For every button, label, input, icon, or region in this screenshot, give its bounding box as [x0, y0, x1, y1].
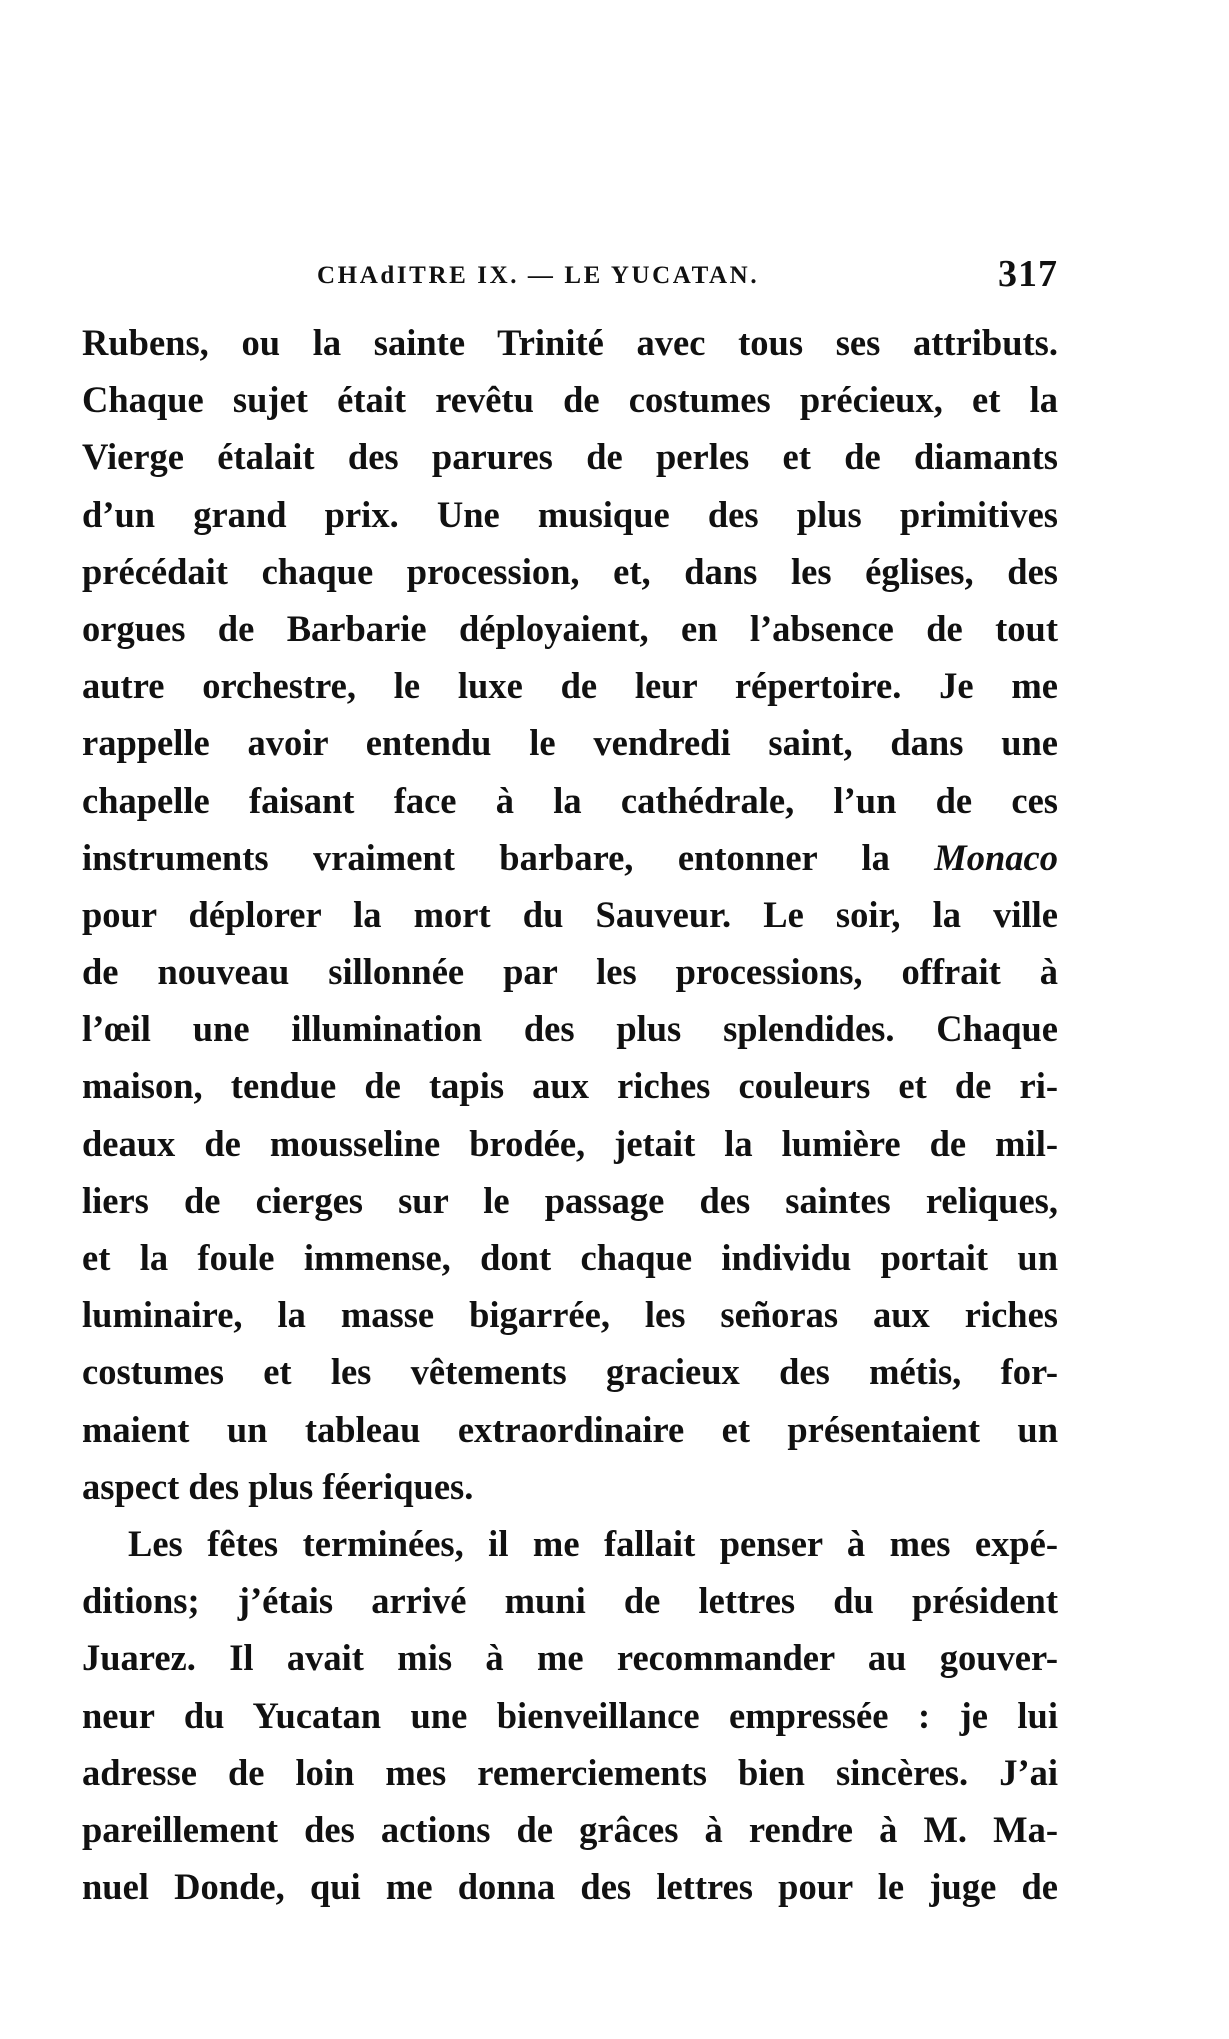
text-line: costumes et les vêtements gracieux des métis, for- — [82, 1351, 1058, 1393]
text-line: adresse de loin mes remerciements bien sincères. J’ai — [82, 1751, 1058, 1793]
running-title: CHAdITRE IX. — LE YUCATAN. — [317, 262, 760, 289]
text-line: luminaire, la masse bigarrée, les señoras aux riches — [82, 1294, 1058, 1336]
text-line-with-italic — [82, 829, 1058, 886]
text-line: maient un tableau extraordinaire et présentaient un — [82, 1408, 1058, 1450]
italic-word: Monaco — [934, 836, 1058, 878]
text-line-segment: instruments vraiment barbare, entonner la — [82, 836, 890, 878]
text-line: Les fêtes terminées, il me fallait penser à mes expé- — [128, 1522, 1058, 1564]
text-line: Rubens, ou la sainte Trinité avec tous ses attributs. — [82, 322, 1058, 363]
text-line: pareillement des actions de grâces à rendre à M. Ma- — [82, 1808, 1058, 1850]
text-line: rappelle avoir entendu le vendredi saint, dans une — [82, 722, 1058, 764]
text-line: liers de cierges sur le passage des saintes reliques, — [82, 1179, 1058, 1221]
text-line: autre orchestre, le luxe de leur répertoire. Je me — [82, 665, 1058, 707]
page-number: 317 — [998, 253, 1058, 295]
text-line: chapelle faisant face à la cathédrale, l’un de ces — [82, 779, 1058, 821]
text-line: maison, tendue de tapis aux riches couleurs et de ri- — [82, 1065, 1058, 1107]
text-line: Vierge étalait des parures de perles et de diamants — [82, 436, 1058, 478]
body-text — [82, 314, 1058, 1915]
text-line: précédait chaque procession, et, dans les églises, des — [82, 550, 1058, 592]
text-line: Chaque sujet était revêtu de costumes précieux, et la — [82, 379, 1058, 421]
running-head — [82, 253, 1058, 302]
text-line: l’œil une illumination des plus splendides. Chaque — [82, 1008, 1058, 1050]
text-line: pour déplorer la mort du Sauveur. Le soir, la ville — [82, 893, 1058, 935]
text-line: ditions; j’étais arrivé muni de lettres du président — [82, 1580, 1058, 1622]
text-line: de nouveau sillonnée par les processions, offrait à — [82, 951, 1058, 993]
text-line: neur du Yucatan une bienveillance empressée : je lui — [82, 1694, 1058, 1736]
text-line: Juarez. Il avait mis à me recommander au gouver- — [82, 1637, 1058, 1679]
text-line: nuel Donde, qui me donna des lettres pour le juge de — [82, 1866, 1058, 1908]
text-line: aspect des plus féeriques. — [82, 1465, 474, 1507]
text-line: deaux de mousseline brodée, jetait la lumière de mil- — [82, 1122, 1058, 1164]
text-line: d’un grand prix. Une musique des plus primitives — [82, 493, 1058, 535]
text-line: orgues de Barbarie déployaient, en l’absence de tout — [82, 607, 1058, 649]
text-line: et la foule immense, dont chaque individu portait un — [82, 1237, 1058, 1278]
